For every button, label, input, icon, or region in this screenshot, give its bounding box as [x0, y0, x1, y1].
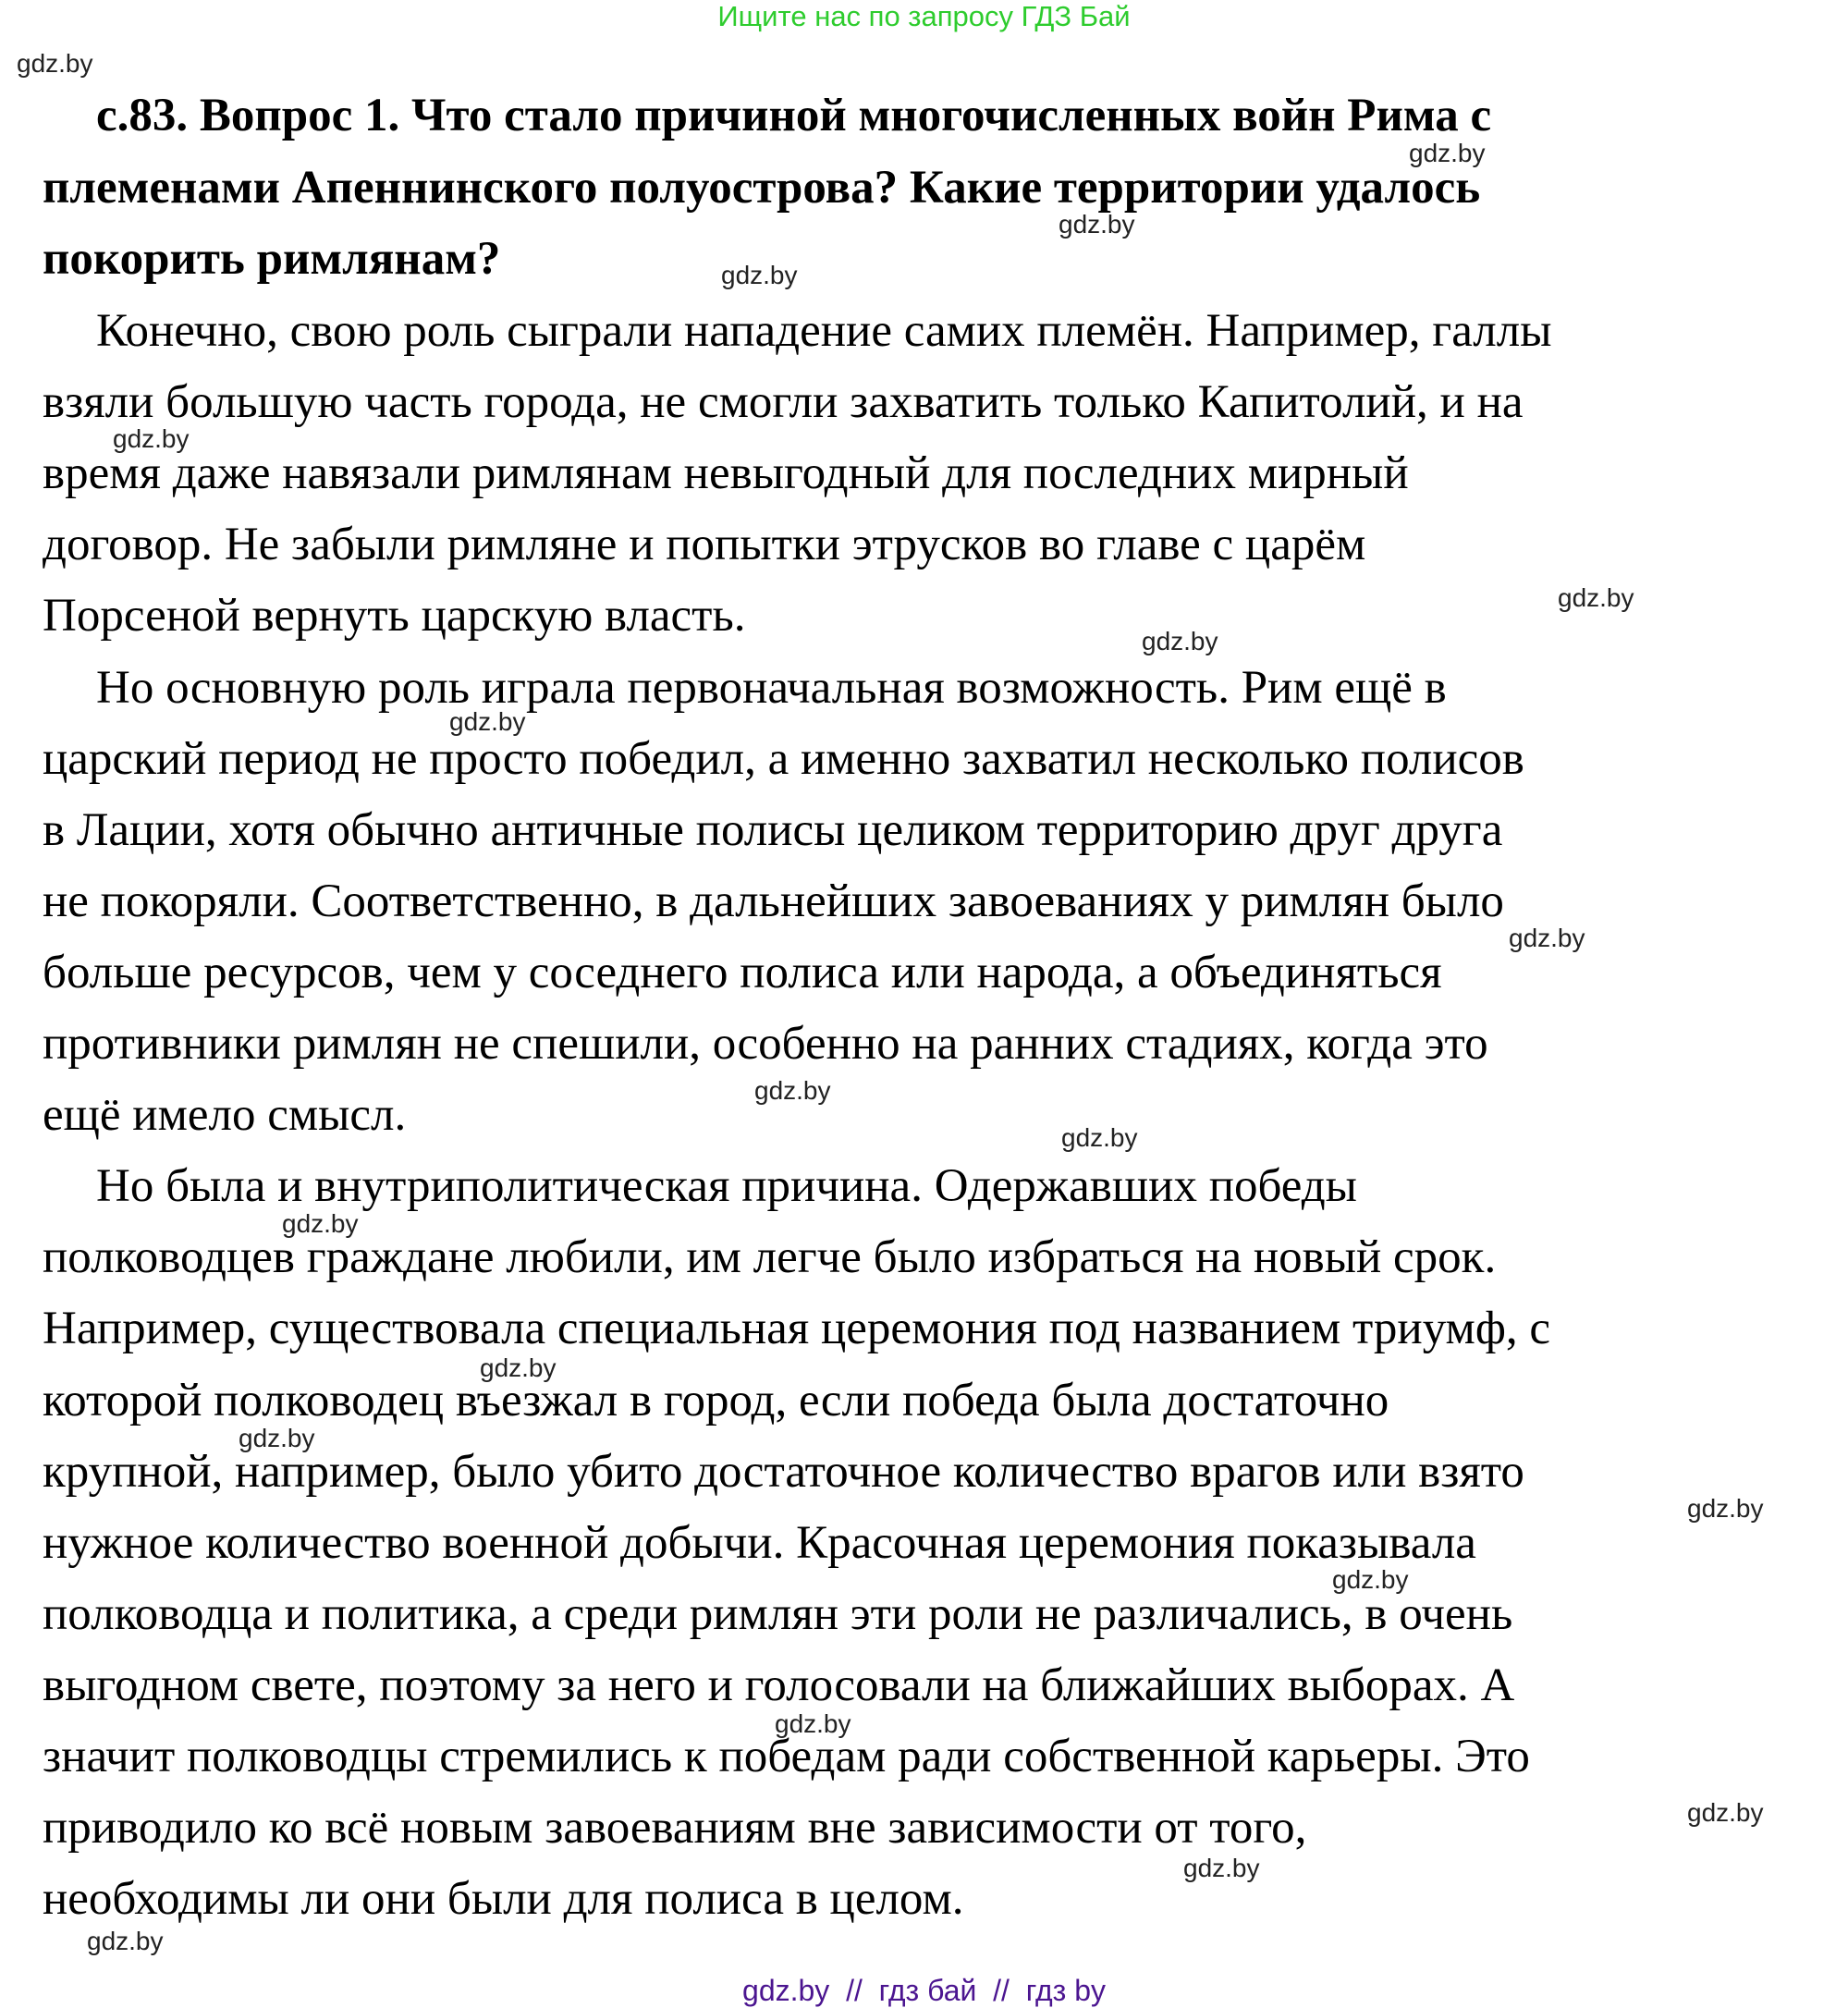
watermark: gdz.by [1183, 1854, 1260, 1882]
text-line: время даже навязали римлянам невыгодный для последних мирный [43, 447, 1409, 500]
watermark: gdz.by [282, 1209, 359, 1238]
text-line: необходимы ли они были для полиса в целом. [43, 1873, 964, 1926]
watermark: gdz.by [113, 424, 190, 453]
text-line: Конечно, свою роль сыграли нападение самих племён. Например, галлы [96, 305, 1552, 357]
text-line: полководцев граждане любили, им легче было избраться на новый срок. [43, 1231, 1497, 1284]
watermark: gdz.by [1332, 1565, 1409, 1594]
search-banner[interactable]: Ищите нас по запросу ГДЗ Бай [717, 0, 1131, 32]
watermark: gdz.by [1059, 210, 1135, 239]
watermark: gdz.by [1509, 924, 1585, 952]
text-line: полководца и политика, а среди римлян эти роли не различались, в очень [43, 1587, 1513, 1640]
title-line: покорить римлянам? [43, 233, 501, 285]
watermark: gdz.by [775, 1709, 851, 1738]
title-line: с.83. Вопрос 1. Что стало причиной многочисленных войн Рима с [96, 90, 1492, 141]
watermark: gdz.by [1409, 139, 1486, 167]
watermark: gdz.by [721, 261, 798, 289]
text-line: взяли большую часть города, не смогли захватить только Капитолий, и на [43, 376, 1524, 429]
watermark: gdz.by [754, 1076, 831, 1105]
text-line: значит полководцы стремились к победам ради собственной карьеры. Это [43, 1731, 1530, 1782]
text-line: приводило ко всё новым завоеваниям вне зависимости от того, [43, 1802, 1307, 1855]
footer-links[interactable]: gdz.by // гдз бай // гдз by [742, 1974, 1106, 2007]
text-line: ещё имело смысл. [43, 1089, 407, 1142]
watermark: gdz.by [1687, 1494, 1764, 1523]
text-line: крупной, например, было убито достаточное количество врагов или взято [43, 1445, 1524, 1498]
text-line: царский период не просто победил, а именно захватил несколько полисов [43, 732, 1524, 785]
watermark: gdz.by [449, 707, 526, 736]
watermark: gdz.by [480, 1353, 557, 1382]
text-line: в Лации, хотя обычно античные полисы целиком территорию друг друга [43, 803, 1503, 856]
text-line: противники римлян не спешили, особенно на ранних стадиях, когда это [43, 1018, 1488, 1070]
text-line: Например, существовала специальная церемония под названием триумф, с [43, 1303, 1551, 1355]
text-line: договор. Не забыли римляне и попытки этрусков во главе с царём [43, 519, 1366, 571]
watermark: gdz.by [1558, 583, 1634, 612]
text-line: выгодном свете, поэтому за него и голосовали на ближайших выборах. А [43, 1659, 1515, 1711]
watermark: gdz.by [239, 1424, 315, 1452]
watermark: gdz.by [1142, 627, 1218, 655]
text-line: которой полководец въезжал в город, если победа была достаточно [43, 1374, 1389, 1426]
watermark: gdz.by [1687, 1798, 1764, 1827]
text-line: Но была и внутриполитическая причина. Одержавших победы [96, 1160, 1357, 1213]
text-line: Но основную роль играла первоначальная возможность. Рим ещё в [96, 661, 1447, 714]
text-line: не покоряли. Соответственно, в дальнейших завоеваниях у римлян было [43, 875, 1504, 927]
text-line: Порсеной вернуть царскую власть. [43, 590, 746, 643]
watermark: gdz.by [87, 1927, 164, 1955]
title-line: племенами Апеннинского полуострова? Какие территории удалось [43, 161, 1481, 214]
watermark: gdz.by [1061, 1123, 1138, 1152]
text-line: больше ресурсов, чем у соседнего полиса или народа, а объединяться [43, 946, 1442, 998]
text-line: нужное количество военной добычи. Красочная церемония показывала [43, 1516, 1476, 1569]
watermark: gdz.by [17, 49, 93, 78]
